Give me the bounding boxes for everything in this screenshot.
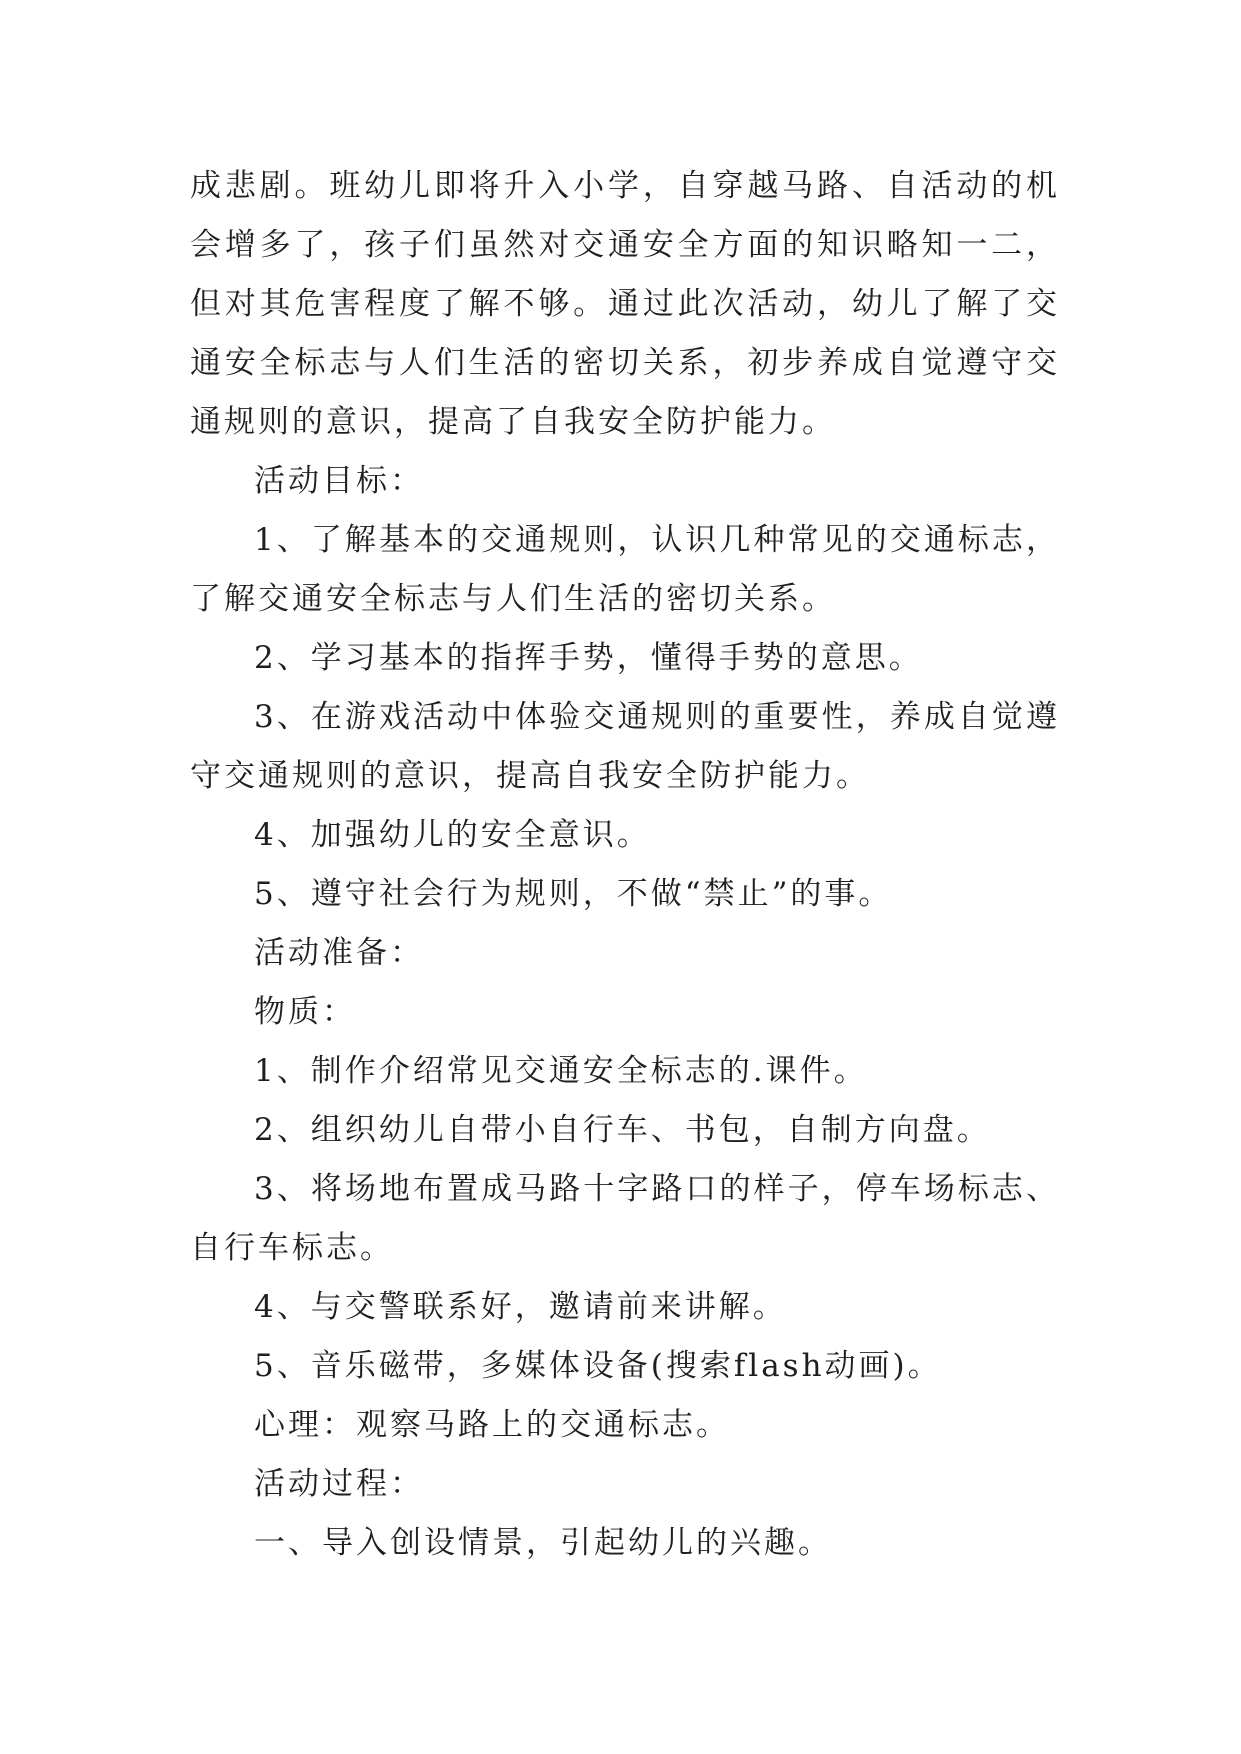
section-heading-goals: 活动目标： [254, 463, 424, 499]
subheading-materials: 物质： [254, 994, 356, 1030]
psychological-preparation: 心理：观察马路上的交通标志。 [254, 1407, 730, 1443]
material-item-4: 4、与交警联系好，邀请前来讲解。 [254, 1289, 787, 1325]
document-body [190, 157, 1060, 1573]
goal-item-5: 5、遵守社会行为规则，不做“禁止”的事。 [254, 876, 893, 912]
material-item-2: 2、组织幼儿自带小自行车、书包，自制方向盘。 [254, 1112, 991, 1148]
goal-item-2: 2、学习基本的指挥手势，懂得手势的意思。 [254, 640, 923, 676]
process-step-1: 一、导入创设情景，引起幼儿的兴趣。 [254, 1525, 832, 1561]
section-heading-process: 活动过程： [254, 1466, 424, 1502]
intro-paragraph: 成悲剧。班幼儿即将升入小学，自穿越马路、自活动的机会增多了，孩子们虽然对交通安全方面的知识略知一二，但对其危害程度了解不够。通过此次活动，幼儿了解了交通安全标志与人们生活的密切关系，初步养成自觉遵守交通规则的意识，提高了自我安全防护能力。 [190, 168, 1060, 440]
material-item-5: 5、音乐磁带，多媒体设备(搜索flash动画)。 [254, 1348, 942, 1384]
section-heading-preparation: 活动准备： [254, 935, 424, 971]
goal-item-1: 1、了解基本的交通规则，认识几种常见的交通标志，了解交通安全标志与人们生活的密切关系。 [190, 522, 1060, 617]
goal-item-4: 4、加强幼儿的安全意识。 [254, 817, 651, 853]
material-item-3: 3、将场地布置成马路十字路口的样子，停车场标志、自行车标志。 [190, 1171, 1060, 1266]
material-item-1: 1、制作介绍常见交通安全标志的.课件。 [254, 1053, 868, 1089]
goal-item-3: 3、在游戏活动中体验交通规则的重要性，养成自觉遵守交通规则的意识，提高自我安全防护能力。 [190, 699, 1060, 794]
